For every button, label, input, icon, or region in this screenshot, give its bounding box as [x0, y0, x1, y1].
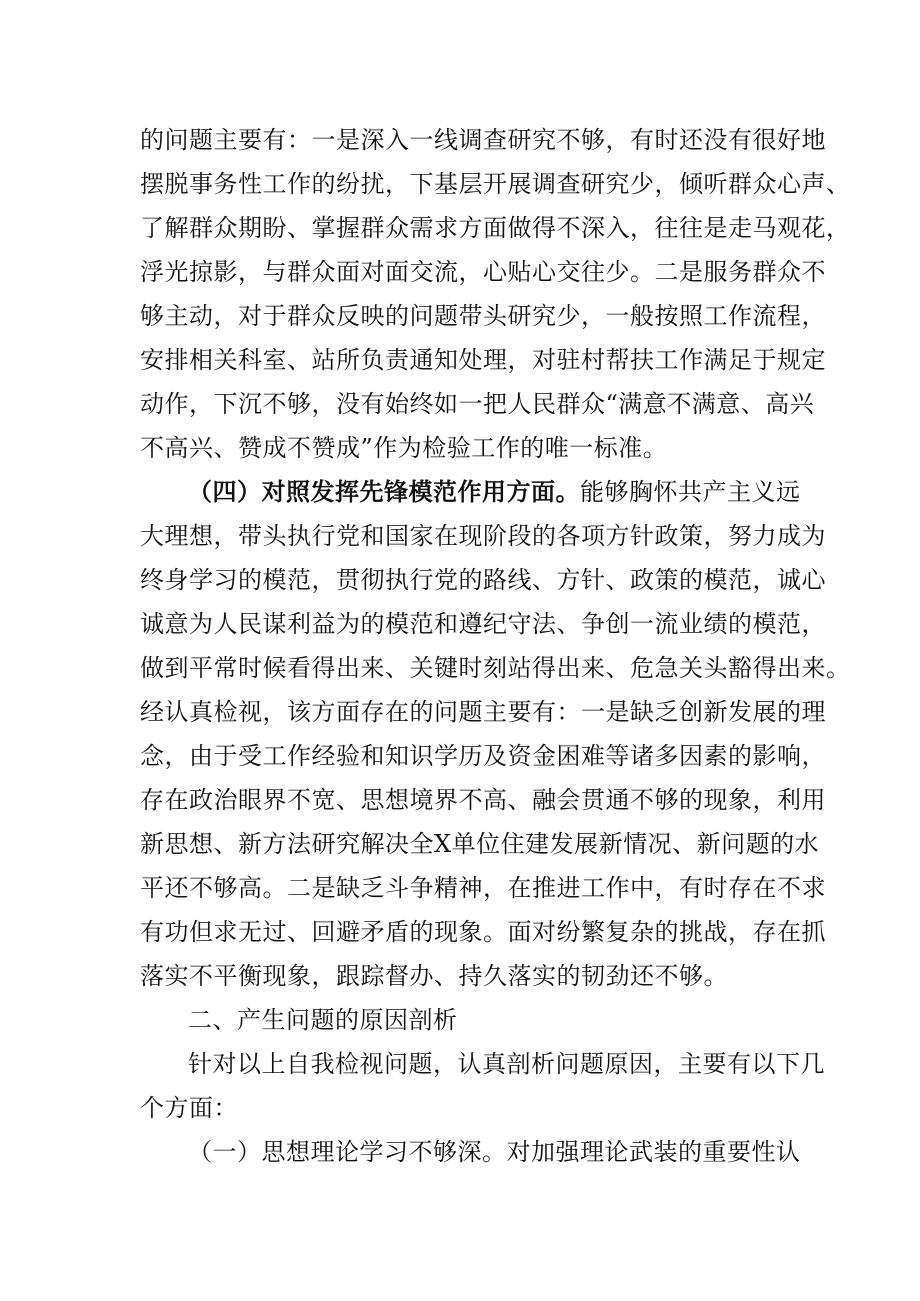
text-line: 落实不平衡现象，跟踪督办、持久落实的韧劲还不够。 — [140, 962, 728, 990]
text-line: 平还不够高。二是缺乏斗争精神，在推进工作中，有时存在不求 — [140, 874, 826, 902]
text-line: 做到平常时候看得出来、关键时刻站得出来、危急关头豁得出来。 — [140, 654, 851, 682]
section-four-first-line-text: 能够胸怀共产主义远 — [580, 478, 801, 506]
text-line: 终身学习的模范，贯彻执行党的路线、方针、政策的模范，诚心 — [140, 566, 826, 594]
text-line: 够主动，对于群众反映的问题带头研究少，一般按照工作流程， — [140, 302, 826, 330]
section-heading: 二、产生问题的原因剖析 — [188, 1006, 458, 1034]
text-line: 诚意为人民谋利益为的模范和遵纪守法、争创一流业绩的模范， — [140, 610, 826, 638]
text-line: 浮光掠影，与群众面对面交流，心贴心交往少。二是服务群众不 — [140, 258, 826, 286]
text-line: 个方面： — [140, 1094, 238, 1122]
text-line: 不高兴、赞成不赞成”作为检验工作的唯一标准。 — [140, 434, 668, 462]
section-four-title: （四）对照发挥先锋模范作用方面。 — [188, 477, 580, 506]
text-line: 新思想、新方法研究解决全X单位住建发展新情况、新问题的水 — [140, 830, 820, 858]
text-line: 的问题主要有：一是深入一线调查研究不够，有时还没有很好地 — [140, 126, 826, 154]
section-four-first-line — [188, 470, 801, 514]
text-line: 念，由于受工作经验和知识学历及资金困难等诸多因素的影响， — [140, 742, 826, 770]
text-line: 大理想，带头执行党和国家在现阶段的各项方针政策，努力成为 — [140, 522, 826, 550]
text-line: 动作，下沉不够，没有始终如一把人民群众“满意不满意、高兴 — [140, 390, 815, 418]
text-line: 了解群众期盼、掌握群众需求方面做得不深入，往往是走马观花， — [140, 214, 851, 242]
text-line: 安排相关科室、站所负责通知处理，对驻村帮扶工作满足于规定 — [140, 346, 826, 374]
text-line: 针对以上自我检视问题，认真剖析问题原因，主要有以下几 — [188, 1050, 825, 1078]
text-line: 摆脱事务性工作的纷扰，下基层开展调查研究少，倾听群众心声、 — [140, 170, 851, 198]
text-line: 存在政治眼界不宽、思想境界不高、融会贯通不够的现象，利用 — [140, 786, 826, 814]
subsection-title-line: （一）思想理论学习不够深。对加强理论武装的重要性认 — [188, 1138, 801, 1166]
text-line: 经认真检视，该方面存在的问题主要有：一是缺乏创新发展的理 — [140, 698, 826, 726]
text-line: 有功但求无过、回避矛盾的现象。面对纷繁复杂的挑战，存在抓 — [140, 918, 826, 946]
